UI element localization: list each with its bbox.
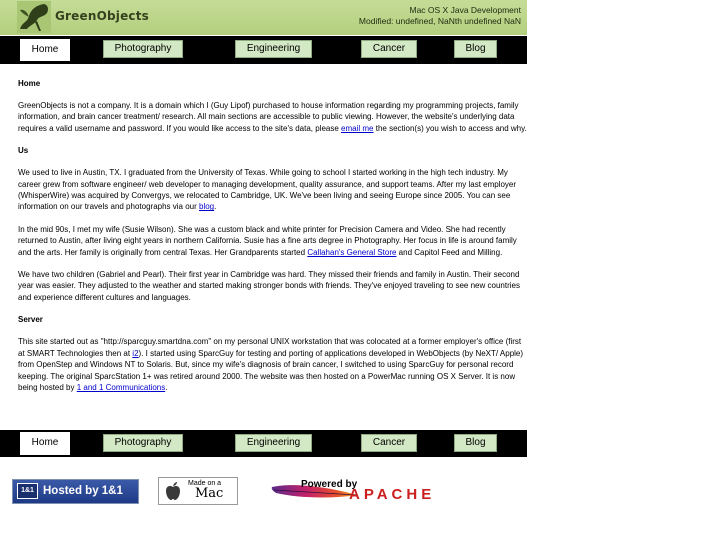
home-paragraph xyxy=(18,100,527,134)
main-content xyxy=(18,78,527,404)
bottom-nav-tab-photography[interactable]: Photography xyxy=(103,434,183,452)
home-text-2: the section(s) you wish to access and why. xyxy=(373,123,527,133)
site-header xyxy=(0,0,527,35)
server-text-2: ). I started using SparcGuy for testing and porting of applications developed in WebObjects (by NeXT/ Apple) from OpenStep and Windows NT to Solaris. But, since my wife's diagnosis of brain cancer, I switched to using SparcGuy for personal record keeping. The original SparcStation 1+ was retired around 2000. The website was then hosted on a PowerMac running OS X Server. It is now being hosted by xyxy=(18,348,524,392)
tree-logo-icon xyxy=(17,1,51,33)
server-text-1: This site started out as "http://sparcguy.smartdna.com" on my personal UNIX workstation that was colocated at a former employer's office (first at SMART Technologies then at xyxy=(18,337,522,358)
server-heading: Server xyxy=(18,315,43,325)
header-info xyxy=(359,5,521,27)
top-nav xyxy=(0,36,527,64)
nav-tab-home[interactable]: Home xyxy=(20,39,70,61)
blog-link[interactable]: blog xyxy=(199,202,215,212)
apache-text: APACHE xyxy=(349,486,436,503)
home-heading: Home xyxy=(18,79,41,88)
server-paragraph xyxy=(18,336,527,393)
made-on-mac-badge[interactable] xyxy=(158,477,238,505)
site-name: GreenObjects xyxy=(55,9,150,23)
bottom-nav-tab-home[interactable]: Home xyxy=(20,432,70,455)
bottom-nav-tab-blog[interactable]: Blog xyxy=(454,434,497,452)
email-me-link[interactable]: email me xyxy=(341,123,374,133)
nav-tab-photography[interactable]: Photography xyxy=(103,40,183,58)
callahans-link[interactable]: Callahan's General Store xyxy=(307,247,397,257)
server-text-3: . xyxy=(165,382,168,392)
modified-date: Modified: undefined, NaNth undefined NaN xyxy=(358,16,521,26)
made-on-a-text: Made on a xyxy=(188,480,222,487)
mac-text: Mac xyxy=(195,486,224,501)
us-text-3: In the mid 90s, I met my wife (Susie Wilson). She was a custom black and white printer for Precision Camera and Video. She had recently returned to Austin, after living eight years in northern California. Susie has a fine arts degree in Photography. Her focus in life is around family and the arts. Her family is originally from central Texas. Her Grandparents started xyxy=(18,224,517,257)
us-paragraph-3: We have two children (Gabriel and Pearl). Their first year in Cambridge was hard. They missed their friends and family in Austin. Their second year was easier. They adjusted to the weather and started making stronger bonds with friends. They've enjoyed traveling to see new countries and experience different cultures and languages. xyxy=(18,270,520,302)
nav-tab-engineering[interactable]: Engineering xyxy=(235,40,312,58)
one-and-one-link[interactable]: 1 and 1 Communications xyxy=(76,382,166,392)
bottom-nav-tab-cancer[interactable]: Cancer xyxy=(361,434,417,452)
bottom-nav-tab-engineering[interactable]: Engineering xyxy=(235,434,312,452)
us-text-4: and Capitol Feed and Milling. xyxy=(396,247,503,257)
hosted-by-1and1-badge[interactable] xyxy=(12,479,139,504)
i2-link[interactable]: i2 xyxy=(132,348,139,358)
us-text-1: We used to live in Austin, TX. I graduated from the University of Texas. While going to school I started working in the high tech industry. My career grew from software engineer/ web developer to managing development, quality assurance, and support teams. After my last employer (WhisperWire) was acquired by Convergys, we relocated to Cambridge, UK. We've been living and seeing Europe since 2005. You can see information on our travels and photographs via our xyxy=(18,168,517,212)
us-text-2: . xyxy=(214,202,217,212)
apple-icon xyxy=(164,481,182,501)
nav-tab-cancer[interactable]: Cancer xyxy=(361,40,417,58)
us-paragraph-1 xyxy=(18,167,527,213)
home-text-1: GreenObjects is not a company. It is a domain which I (Guy Lipof) purchased to house information regarding my programming projects, family information, and brain cancer treatment/ research. All main sections are accessible to public viewing. However, the website's underlying data requires a valid username and password. If you would like access to the site's data, please xyxy=(18,101,519,133)
hosted-by-text: Hosted by 1&1 xyxy=(43,485,123,497)
us-heading: Us xyxy=(18,146,29,156)
us-paragraph-2 xyxy=(18,224,527,258)
bottom-nav xyxy=(0,430,527,457)
powered-by-text: Powered by xyxy=(301,479,358,490)
header-subtitle: Mac OS X Java Development xyxy=(409,5,521,15)
oneandone-logo-icon: 1&1 xyxy=(17,483,38,499)
powered-by-apache-badge[interactable] xyxy=(270,478,498,506)
nav-tab-blog[interactable]: Blog xyxy=(454,40,497,58)
